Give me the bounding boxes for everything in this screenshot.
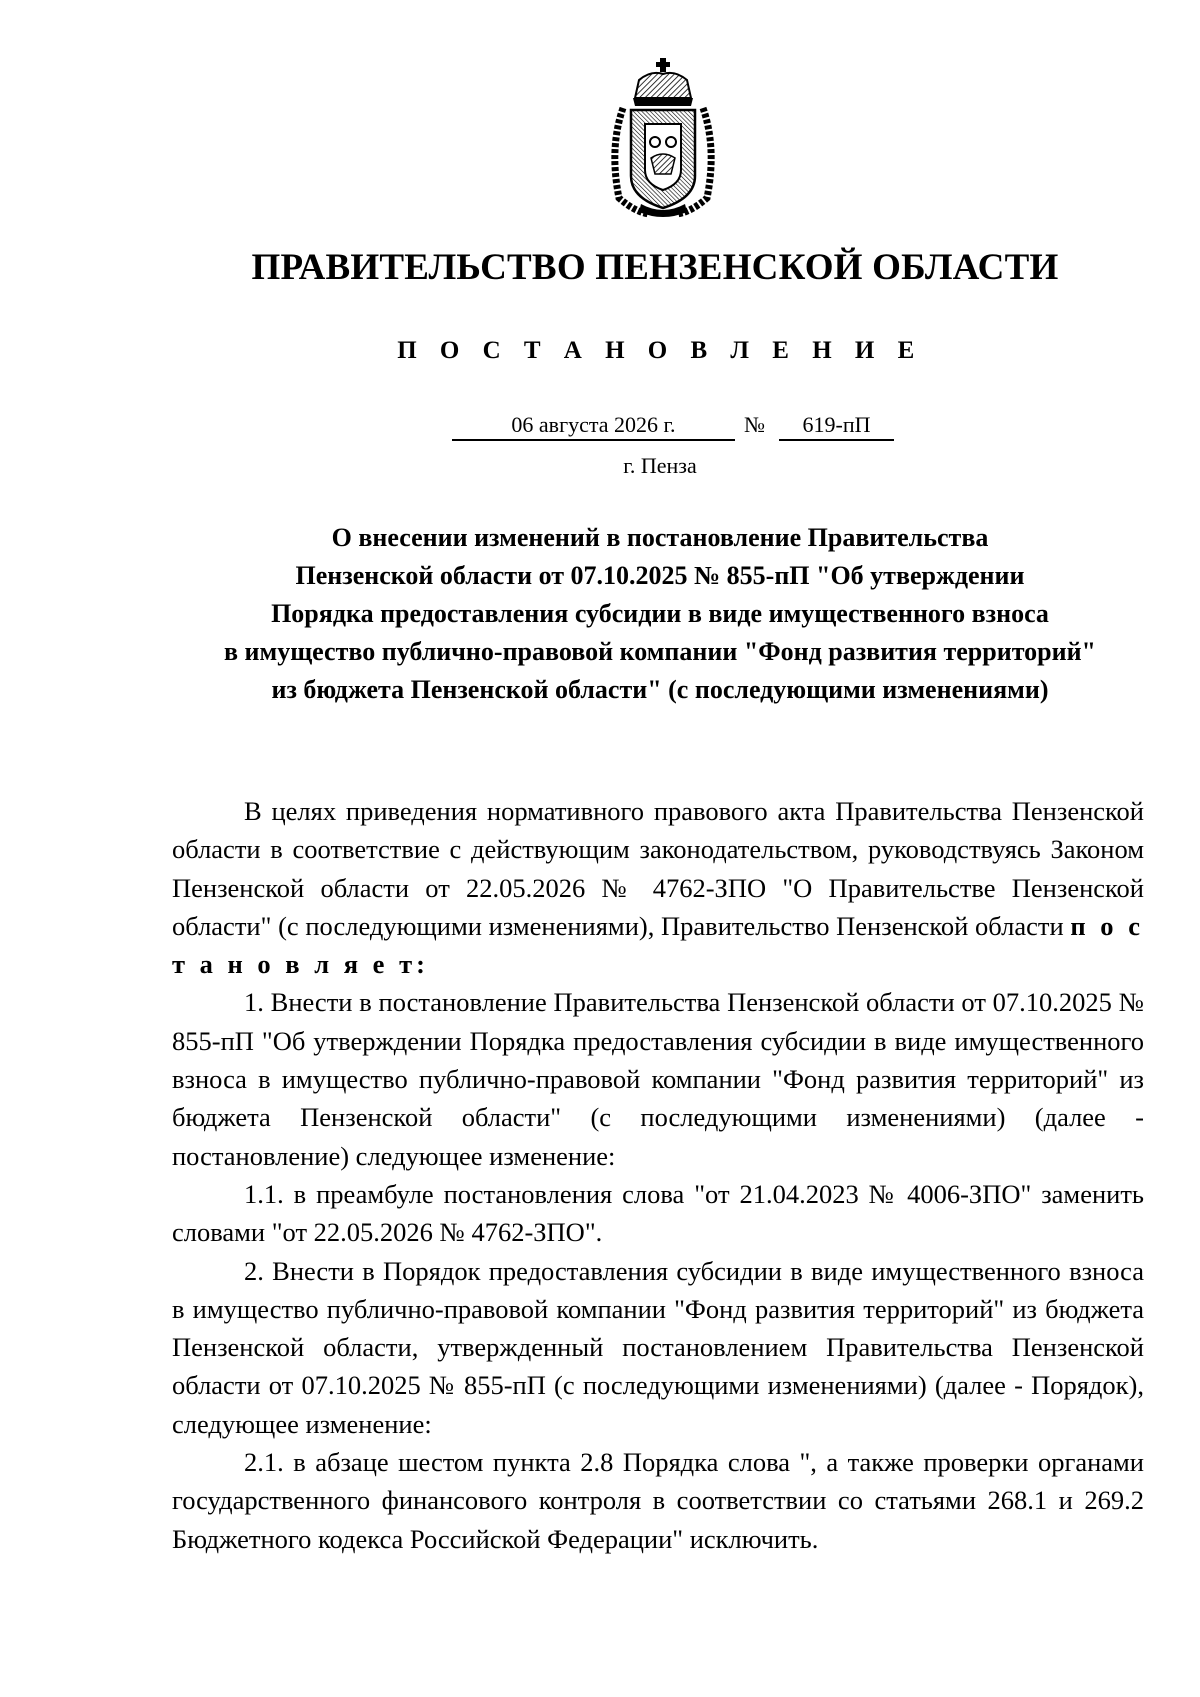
clause-2-1: 2.1. в абзаце шестом пункта 2.8 Порядка слова ", а также проверки органами государственного финансового контроля в соответствии со статьями 268.1 и 269.2 Бюджетного кодекса Российской Федерации" исключить. <box>172 1447 1144 1554</box>
subject-line: Пензенской области от 07.10.2025 № 855-пП "Об утверждении <box>295 561 1025 590</box>
document-body <box>172 792 1144 1558</box>
clause-1: 1. Внести в постановление Правительства Пензенской области от 07.10.2025 № 855-пП "Об утверждении Порядка предоставления субсидии в виде имущественного взноса в имущество публично-правовой компании "Фонд развития территорий" из бюджета Пензенской области" (с последующими изменениями) (далее - постановление) следующее изменение: <box>172 987 1144 1171</box>
subject-line: в имущество публично-правовой компании "Фонд развития территорий" <box>224 637 1096 666</box>
document-date: 06 августа 2026 г. <box>452 411 735 441</box>
document-number: 619-пП <box>779 411 894 441</box>
subject-line: О внесении изменений в постановление Правительства <box>331 523 989 552</box>
preamble-text: В целях приведения нормативного правового акта Правительства Пензенской области в соответствие с действующим законодательством, руководствуясь Законом Пензенской области от 22.05.2026 № 4762-ЗПО "О Правительстве Пензенской области" (с последующими изменениями), Правительство Пензенской области <box>172 796 1144 941</box>
number-sign: № <box>744 412 765 437</box>
subject-line: из бюджета Пензенской области" (с последующими изменениями) <box>271 675 1049 704</box>
subject-line: Порядка предоставления субсидии в виде имущественного взноса <box>271 599 1049 628</box>
document-type-heading: П О С Т А Н О В Л Е Н И Е <box>397 337 923 364</box>
clause-1-1: 1.1. в преамбуле постановления слова "от 21.04.2023 № 4006-ЗПО" заменить словами "от 22.05.2026 № 4762-ЗПО". <box>172 1178 1144 1248</box>
city-name: г. Пенза <box>623 453 697 478</box>
preamble-paragraph <box>172 792 1144 983</box>
resolves-keyword: п о с т а н о в л я е т: <box>172 910 1145 980</box>
clause-2: 2. Внести в Порядок предоставления субсидии в виде имущественного взноса в имущество публично-правовой компании "Фонд развития территорий" из бюджета Пензенской области, утвержденный постановлением Правительства Пензенской области от 07.10.2025 № 855-пП (с последующими изменениями) (далее - Порядок), следующее изменение: <box>172 1255 1144 1439</box>
document-subject <box>150 519 1170 709</box>
coat-of-arms-emblem <box>605 58 721 218</box>
government-name-heading: ПРАВИТЕЛЬСТВО ПЕНЗЕНСКОЙ ОБЛАСТИ <box>251 247 1059 288</box>
